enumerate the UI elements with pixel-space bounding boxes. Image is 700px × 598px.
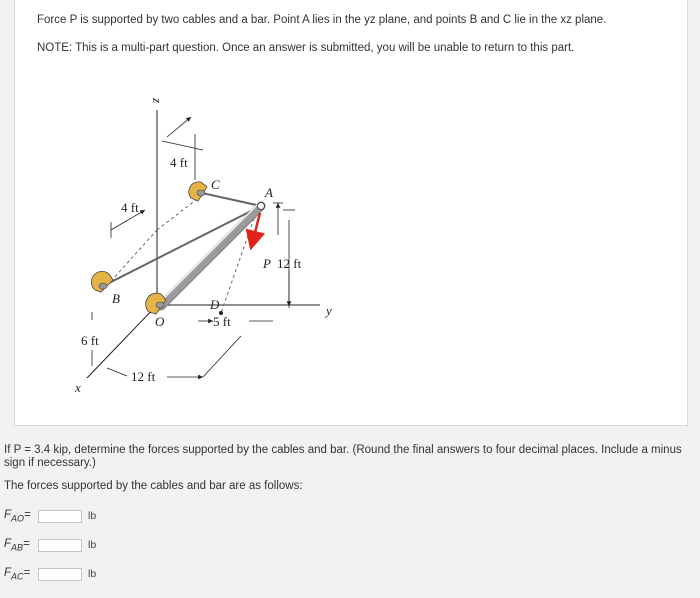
support-c (189, 182, 207, 201)
dim-5ft: 5 ft (213, 314, 231, 329)
label-o: O (155, 314, 165, 329)
dim-12ft-bottom: 12 ft (131, 369, 156, 384)
answer-row-fab (4, 537, 96, 553)
dim-4ft-top: 4 ft (170, 155, 188, 170)
label-d: D (210, 297, 220, 312)
dim-4ft-left: 4 ft (121, 200, 139, 215)
support-b (91, 271, 113, 292)
label-c: C (211, 177, 220, 192)
label-b: B (112, 291, 120, 306)
label-fab: $F_{AB}=$ (4, 537, 30, 553)
point-a (258, 203, 265, 210)
support-o (146, 293, 166, 314)
problem-figure (55, 80, 355, 410)
unit-fab: lb (88, 539, 97, 551)
answers-intro: The forces supported by the cables and bar are as follows: (4, 480, 303, 492)
label-fao: $F_{AO}=$ (4, 508, 31, 524)
dim-12ft-right: 12 ft (277, 256, 302, 271)
fac-input[interactable] (38, 568, 82, 581)
unit-fac: lb (88, 568, 97, 580)
cable-ac (202, 193, 261, 206)
question-text: If P = 3.4 kip, determine the forces supported by the cables and bar. (Round the final answers to four decimal places. Include a minus sign if necessary.) (4, 444, 682, 469)
problem-card (14, 0, 688, 426)
label-fac: $F_{AC}=$ (4, 566, 31, 582)
problem-statement: Force P is supported by two cables and a bar. Point A lies in the yz plane, and points B and C lie in the xz plane. (37, 14, 607, 26)
label-y: y (326, 303, 332, 318)
fab-input[interactable] (38, 539, 82, 552)
label-p: P (263, 256, 271, 271)
multi-part-note: NOTE: This is a multi-part question. Once an answer is submitted, you will be unable to return to this part. (37, 42, 575, 54)
dim-6ft: 6 ft (81, 333, 99, 348)
answer-row-fao (4, 508, 96, 524)
label-x: x (75, 380, 81, 395)
label-z: z (150, 98, 165, 104)
label-a: A (265, 185, 273, 200)
dashed-line-c (157, 196, 201, 230)
cable-ab (103, 206, 261, 286)
answer-row-fac (4, 566, 96, 582)
unit-fao: lb (88, 510, 97, 522)
fao-input[interactable] (38, 510, 82, 523)
